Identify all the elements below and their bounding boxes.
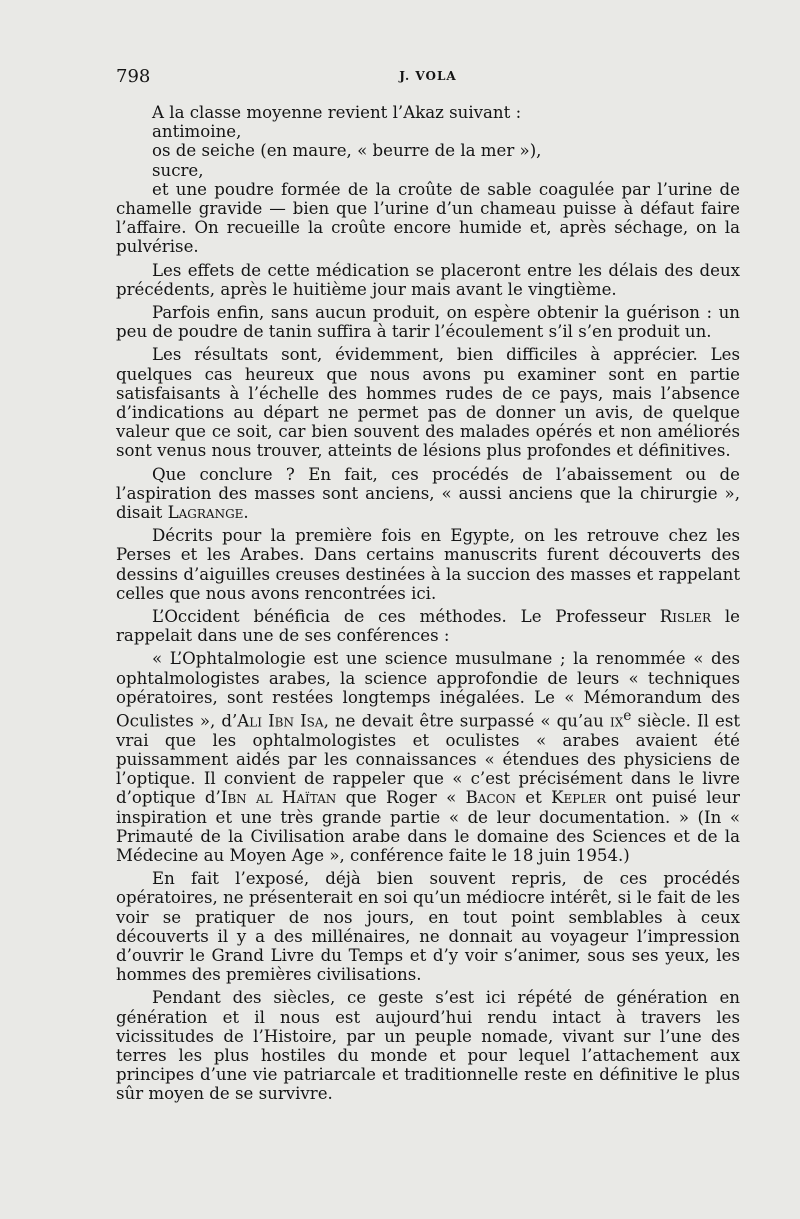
- quote-text: siècle. Il est vrai que les ophtalmologistes et oculistes « arabes avaient été puissamment aidés par les connaissances « étendues des physiciens de l’optique. Il convient de rappeler que « c’est précisément dans le livre d’optique d’: [116, 711, 741, 808]
- author-name-ali-ibn-isa: Ali Ibn Isa: [237, 711, 324, 731]
- list-item: antimoine,: [152, 122, 242, 142]
- quote-text: « L’Ophtalmologie est une science musulmane ; la renommée « des ophtalmologistes arabes, la science approfondie de leurs « techniques opératoires, sont restées longtemps inégalées. Le « Mémorandum des Oculistes », d’: [116, 649, 740, 731]
- quote-text: ont puisé leur inspiration et une très grande partie « de leur documentation. » (In « Primauté de la Civilisation arabe dans le domaine des Sciences et de la Médecine au Moyen Age », conférence faite le 18 juin 1954.): [116, 788, 740, 866]
- paragraph: [116, 465, 740, 523]
- quotation: [116, 649, 740, 865]
- author-name-bacon: Bacon: [465, 788, 516, 808]
- paragraph: Pendant des siècles, ce geste s’est ici répété de génération en génération et il nous est aujourd’hui rendu intact à travers les vicissitudes de l’Histoire, par un peuple nomade, vivant sur l’une des terres les plus hostiles du monde et pour lequel l’attachement aux principes d’une vie patriarcale et traditionnelle reste en définitive le plus sûr moyen de se survivre.: [116, 988, 740, 1104]
- page-number: 798: [116, 66, 151, 87]
- quote-text: que Roger «: [336, 788, 466, 808]
- quote-text: , ne devait être surpassé « qu’au: [323, 711, 610, 731]
- akaz-ingredient-list: [116, 103, 740, 180]
- quote-text: et: [516, 788, 552, 808]
- page-header: [116, 66, 740, 88]
- century-superscript: e: [623, 708, 632, 725]
- paragraph: Les résultats sont, évidemment, bien difficiles à apprécier. Les quelques cas heureux que nous avons pu examiner sont en partie satisfaisants à l’échelle des hommes rudes de ce pays, mais l’absence d’indications au départ ne permet pas de donner un avis, de quelque valeur que ce soit, car bien souvent des malades opérés et non améliorés sont venus nous trouver, atteints de lésions plus profondes et définitives.: [116, 345, 740, 461]
- list-item: sucre,: [152, 160, 204, 180]
- author-name-ibn-al-haitan: Ibn al Haïtan: [220, 788, 337, 808]
- century-numeral: ix: [609, 711, 624, 731]
- paragraph: et une poudre formée de la croûte de sable coagulée par l’urine de chamelle gravide — bien que l’urine d’un chameau puisse à défaut faire l’affaire. On recueille la croûte encore humide et, après séchage, on la pulvérise.: [116, 179, 740, 257]
- running-head: J. VOLA: [399, 69, 457, 83]
- paragraph: [116, 607, 740, 645]
- list-item: os de seiche (en maure, « beurre de la mer »),: [152, 141, 542, 161]
- paragraph-text: le rappelait dans une de ses conférences :: [116, 607, 740, 646]
- author-name-risler: Risler: [659, 607, 711, 627]
- list-intro: A la classe moyenne revient l’Akaz suivant :: [152, 103, 522, 122]
- paragraph: En fait l’exposé, déjà bien souvent repris, de ces procédés opératoires, ne présenterait en soi qu’un médiocre intérêt, si le fait de les voir se pratiquer de nos jours, en tout point semblables à ceux découverts il y a des millénaires, ne donnait au voyageur l’impression d’ouvrir le Grand Livre du Temps et d’y voir s’animer, sous ses yeux, les hommes des premières civilisations.: [116, 869, 740, 985]
- paragraph-text: L’Occident bénéficia de ces méthodes. Le Professeur: [152, 607, 660, 627]
- paragraph: Parfois enfin, sans aucun produit, on espère obtenir la guérison : un peu de poudre de tanin suffira à tarir l’écoulement s’il s’en produit un.: [116, 303, 740, 342]
- paragraph: Décrits pour la première fois en Egypte, on les retrouve chez les Perses et les Arabes. Dans certains manuscrits furent découverts des dessins d’aiguilles creuses destinées à la succion des masses et rappelant celles que nous avons rencontrées ici.: [116, 526, 740, 603]
- paragraph-text: Que conclure ? En fait, ces procédés de l’abaissement ou de l’aspiration des masses sont anciens, « aussi anciens que la chirurgie », disait: [116, 464, 740, 523]
- author-name-kepler: Kepler: [551, 788, 607, 808]
- body-text: [116, 103, 740, 1108]
- author-name-lagrange: Lagrange.: [167, 503, 249, 523]
- paragraph: Les effets de cette médication se placeront entre les délais des deux précédents, après le huitième jour mais avant le vingtième.: [116, 260, 740, 299]
